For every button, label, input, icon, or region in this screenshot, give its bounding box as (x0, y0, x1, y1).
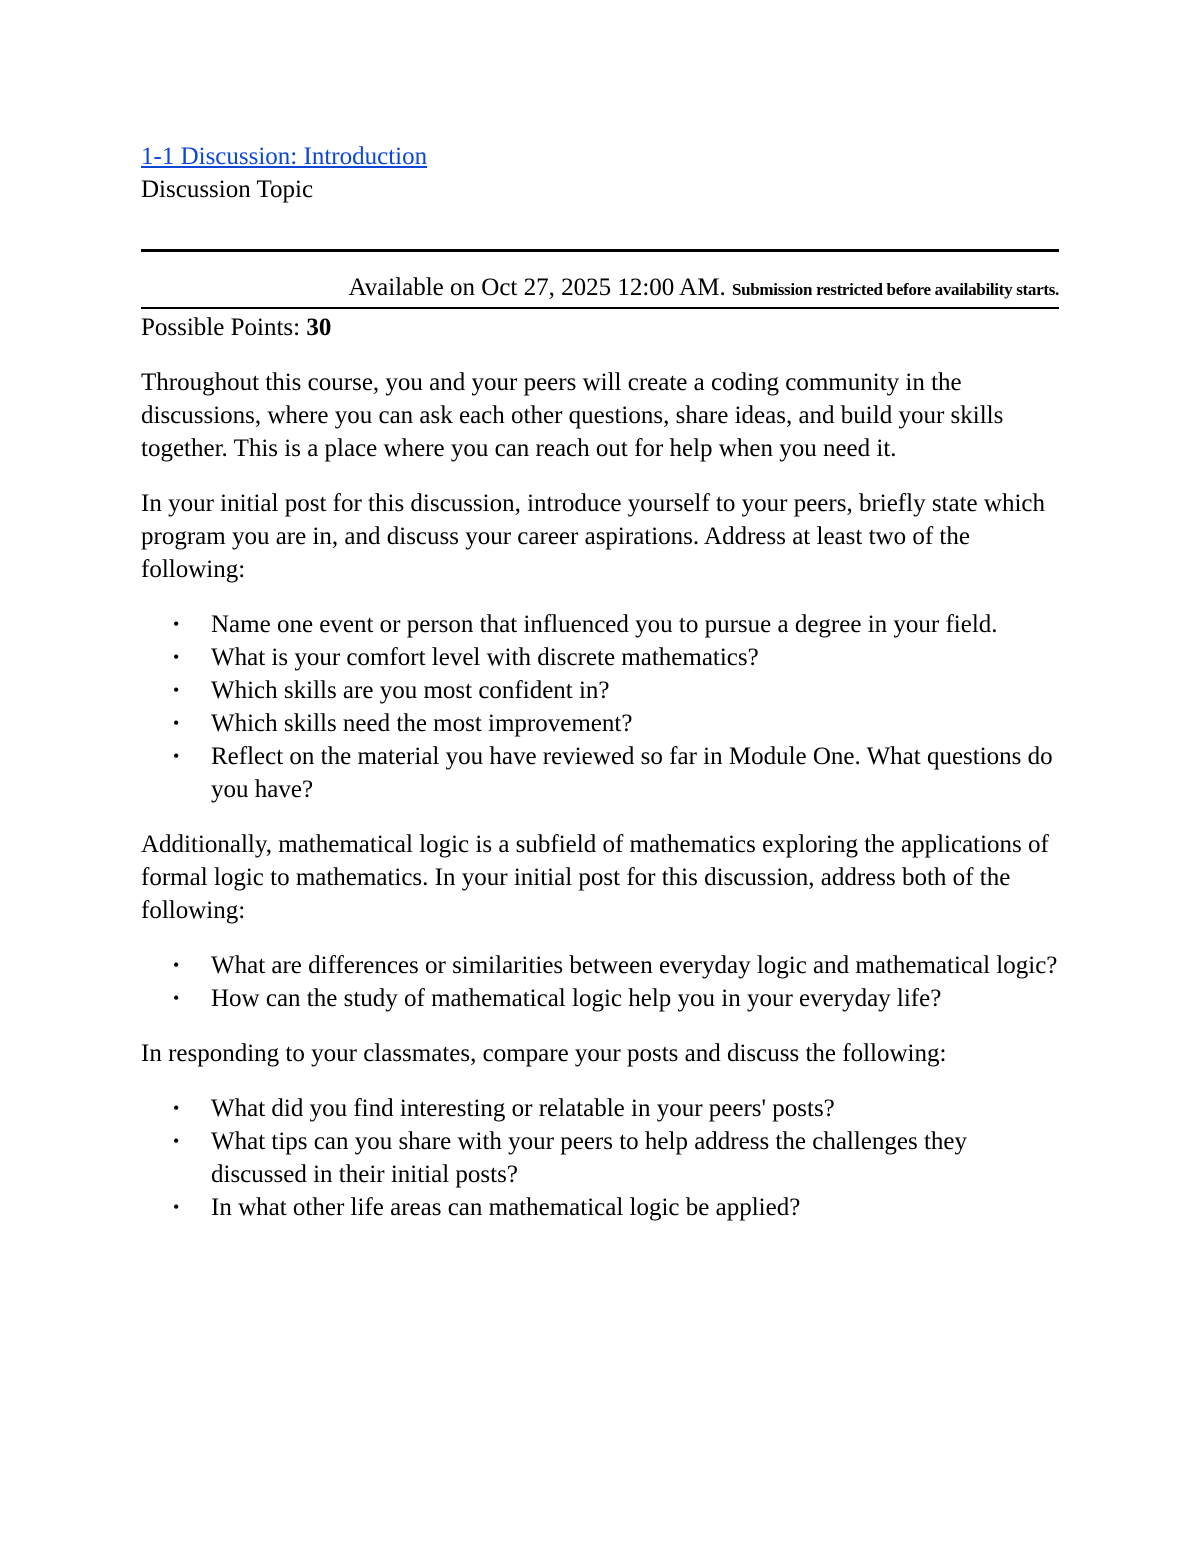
logic-prompts-list (141, 949, 1059, 1015)
availability-date: Available on Oct 27, 2025 12:00 AM. (348, 274, 726, 301)
availability-line (141, 273, 1059, 305)
additionally-paragraph: Additionally, mathematical logic is a subfield of mathematics exploring the applications of formal logic to mathematics. In your initial post for this discussion, address both of the following: (141, 831, 1049, 924)
list-item: • What are differences or similarities between everyday logic and mathematical logic? (211, 949, 1059, 982)
discussion-subtitle: Discussion Topic (141, 176, 314, 203)
intro-paragraph: Throughout this course, you and your peers will create a coding community in the discussions, where you can ask each other questions, share ideas, and build your skills together. This is a place where you can reach out for help when you need it. (141, 369, 1004, 462)
top-divider (141, 249, 1059, 252)
bullet-icon: • (173, 988, 180, 1008)
list-item: • What is your comfort level with discrete mathematics? (211, 641, 1059, 674)
possible-points (141, 311, 1059, 344)
list-item: • What tips can you share with your peers to help address the challenges they discussed in their initial posts? (211, 1125, 1059, 1191)
discussion-document (141, 140, 1059, 1224)
bullet-icon: • (173, 955, 180, 975)
list-item: • Which skills need the most improvement? (211, 707, 1059, 740)
bullet-icon: • (173, 713, 180, 733)
responding-paragraph: In responding to your classmates, compare your posts and discuss the following: (141, 1040, 947, 1067)
bullet-icon: • (173, 1098, 180, 1118)
bullet-icon: • (173, 680, 180, 700)
availability-restriction: Submission restricted before availability starts. (731, 280, 1059, 299)
bullet-icon: • (173, 1131, 180, 1151)
list-item: • Reflect on the material you have reviewed so far in Module One. What questions do you have? (211, 740, 1059, 806)
list-item: • What did you find interesting or relatable in your peers' posts? (211, 1092, 1059, 1125)
discussion-title-link[interactable]: 1-1 Discussion: Introduction (141, 143, 428, 170)
bullet-icon: • (173, 614, 180, 634)
bullet-icon: • (173, 1197, 180, 1217)
list-item: • Name one event or person that influenced you to pursue a degree in your field. (211, 608, 1059, 641)
response-prompts-list (141, 1092, 1059, 1224)
bottom-divider (141, 307, 1059, 309)
points-label: Possible Points: (141, 314, 301, 341)
points-value: 30 (306, 314, 332, 341)
list-item: • How can the study of mathematical logic help you in your everyday life? (211, 982, 1059, 1015)
bullet-icon: • (173, 647, 180, 667)
initial-post-paragraph: In your initial post for this discussion, introduce yourself to your peers, briefly state which program you are in, and discuss your career aspirations. Address at least two of the following: (141, 490, 1045, 583)
bullet-icon: • (173, 746, 180, 766)
introduction-prompts-list (141, 608, 1059, 806)
list-item: • In what other life areas can mathematical logic be applied? (211, 1191, 1059, 1224)
list-item: • Which skills are you most confident in? (211, 674, 1059, 707)
